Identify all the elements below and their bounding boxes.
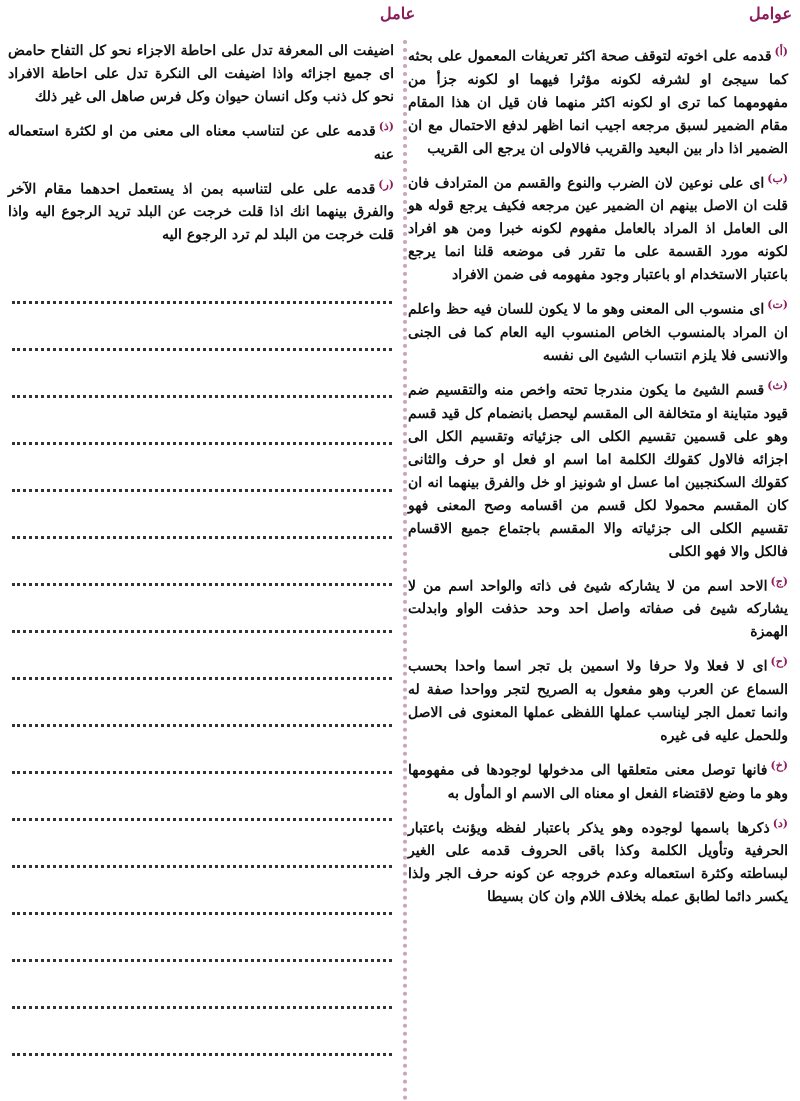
writing-line[interactable] (12, 300, 392, 304)
note-ta (408, 293, 788, 368)
note-marker: (ج) (770, 574, 788, 588)
writing-line[interactable] (12, 441, 392, 445)
note-text: قدمه على على لتناسبه بمن اذ يستعمل احدهما مقام الآخر والفرق بينهما انك اذا قلت خرجت عن البلد تريد الرجوع اليه واذا قلت خرجت من البلد لم ترد الرجوع اليه (8, 181, 394, 244)
note-text: قسم الشيئ ما يكون مندرجا تحته واخص منه والتقسيم ضم قيود متباينة او متخالفة الى المقسم ليحصل بانضمام كل قيد قسم وهو على قسمين تقسيم الكلى الى جزئياته وتقسيم الكل الى اجزائه فالاول كقولك الكلمة اما اسم او فعل او حرف والثانى كقولك السكنجبين اما عسل او شونيز او خل والفرق بينهما انه ان كان المقسم محمولا لكل قسم من اقسامه وصح المعنى فهو تقسيم الكلى الى جزئياته والا المقسم باجتماع جميع الاقسام فالكل والا فهو الكلى (408, 382, 788, 560)
note-marker: (أ) (774, 45, 788, 58)
writing-line[interactable] (12, 582, 392, 586)
writing-line[interactable] (12, 911, 392, 915)
note-ba (408, 167, 788, 288)
left-column-notes (8, 40, 394, 253)
right-column-notes (408, 40, 788, 915)
writing-line[interactable] (12, 535, 392, 539)
note-text: فانها توصل معنى متعلقها الى مدخولها لوجودها فى مفهومها وهو ما وضع لاقتضاء الفعل او معناه الى الاسم او المأول به (408, 762, 788, 802)
note-kha (408, 754, 788, 806)
header-title-left: عامل (380, 4, 416, 23)
header-title-right: عوامل (749, 4, 792, 23)
note-marker: (ذ) (378, 120, 394, 133)
note-text: اى منسوب الى المعنى وهو ما لا يكون للسان فيه حظ واعلم ان المراد بالمنسوب الخاص المنسوب اليه العام كما فى الجنى والانسى فلا يلزم انتساب الشيئ الى نفسه (408, 301, 788, 364)
note-text: اضيفت الى المعرفة تدل على احاطة الاجزاء نحو كل التفاح حامض اى جميع اجزائه واذا اضيفت الى النكرة تدل على احاطة الافراد نحو كل ذنب وكل انسان حيوان وكل فرس صاهل الى غير ذلك (8, 43, 394, 105)
writing-line[interactable] (12, 958, 392, 962)
note-marker: (ح) (770, 655, 788, 669)
note-marker: (ر) (378, 177, 394, 191)
note-jim (408, 570, 788, 645)
writing-line[interactable] (12, 1052, 392, 1056)
note-text: اى لا فعلا ولا حرفا ولا اسمين بل تجر اسما واحدا بحسب السماع عن العرب وهو مفعول به الصريح لتجر وواحدا صفة له وانما تعمل الجر ليناسب عملها اللفظى عملها المعنوى فى الاصل وللحمل عليه فى غيره (408, 658, 788, 744)
writing-line[interactable] (12, 864, 392, 868)
note-text: اى على نوعين لان الضرب والنوع والقسم من المترادف فان قلت ان الاصل بينهم ان الضمير عين مرجعه فكيف يرجع قوله هو الى العامل اذ المراد بالعامل مفهوم لكونه خبرا ومن هو افراد لكونه مورد القسمة على ما تقرر فى موضعه قلنا انما يرجع باعتبار الاستخدام او باعتبار وجود مفهومه فى ضمن الافراد (408, 175, 788, 284)
note-continued (8, 40, 394, 109)
writing-line[interactable] (12, 770, 392, 774)
writing-line[interactable] (12, 394, 392, 398)
note-marker: (ب) (767, 171, 788, 185)
note-text: قدمه على اخوته لتوقف صحة اكثر تعريفات المعمول على بحثه كما سيجئ او لشرفه لكونه مؤثرا فيهما او لكونه جزأ من مفهومهما كما ترى او لكونه اكثر منهما فان قيل ان هذا المقام مقام الضمير لسبق مرجعه اجيب انما اظهر لدفع الاحتمال مع ان الضمير اذا دار بين البعيد والقريب فالاولى ان يرجع الى القريب (408, 48, 788, 157)
note-text: قدمه على عن لتناسب معناه الى معنى من او لكثرة استعماله عنه (8, 123, 394, 163)
writing-line[interactable] (12, 488, 392, 492)
note-dhal (8, 115, 394, 167)
note-alif (408, 40, 788, 161)
note-text: الاحد اسم من لا يشاركه شيئ فى ذاته والواحد اسم من لا يشاركه شيئ فى صفاته واصل احد وحد حذفت الواو وابدلت الهمزة (408, 578, 788, 641)
column-divider (403, 40, 407, 1101)
note-dal (408, 812, 788, 910)
writing-line[interactable] (12, 347, 392, 351)
writing-line[interactable] (12, 629, 392, 633)
note-marker: (د) (772, 816, 788, 830)
note-marker: (ت) (767, 298, 788, 312)
note-marker: (ث) (767, 378, 788, 392)
writing-line[interactable] (12, 723, 392, 727)
note-tha (408, 374, 788, 564)
writing-line[interactable] (12, 676, 392, 680)
note-ra (8, 173, 394, 248)
writing-line[interactable] (12, 1005, 392, 1009)
blank-writing-lines (12, 300, 392, 1099)
note-text: ذكرها باسمها لوجوده وهو يذكر باعتبار لفظه ويؤنث باعتبار الحرفية وتأويل الكلمة وكذا باقى الحروف قدمه على الغير لبساطته وكثرة استعماله وعدم خروجه عن كونه حرف الجر ولذا يكسر دائما لطابق عمله بخلاف اللام وان كان بسيطا (408, 820, 788, 906)
note-ha (408, 650, 788, 748)
note-marker: (خ) (770, 758, 788, 772)
writing-line[interactable] (12, 817, 392, 821)
